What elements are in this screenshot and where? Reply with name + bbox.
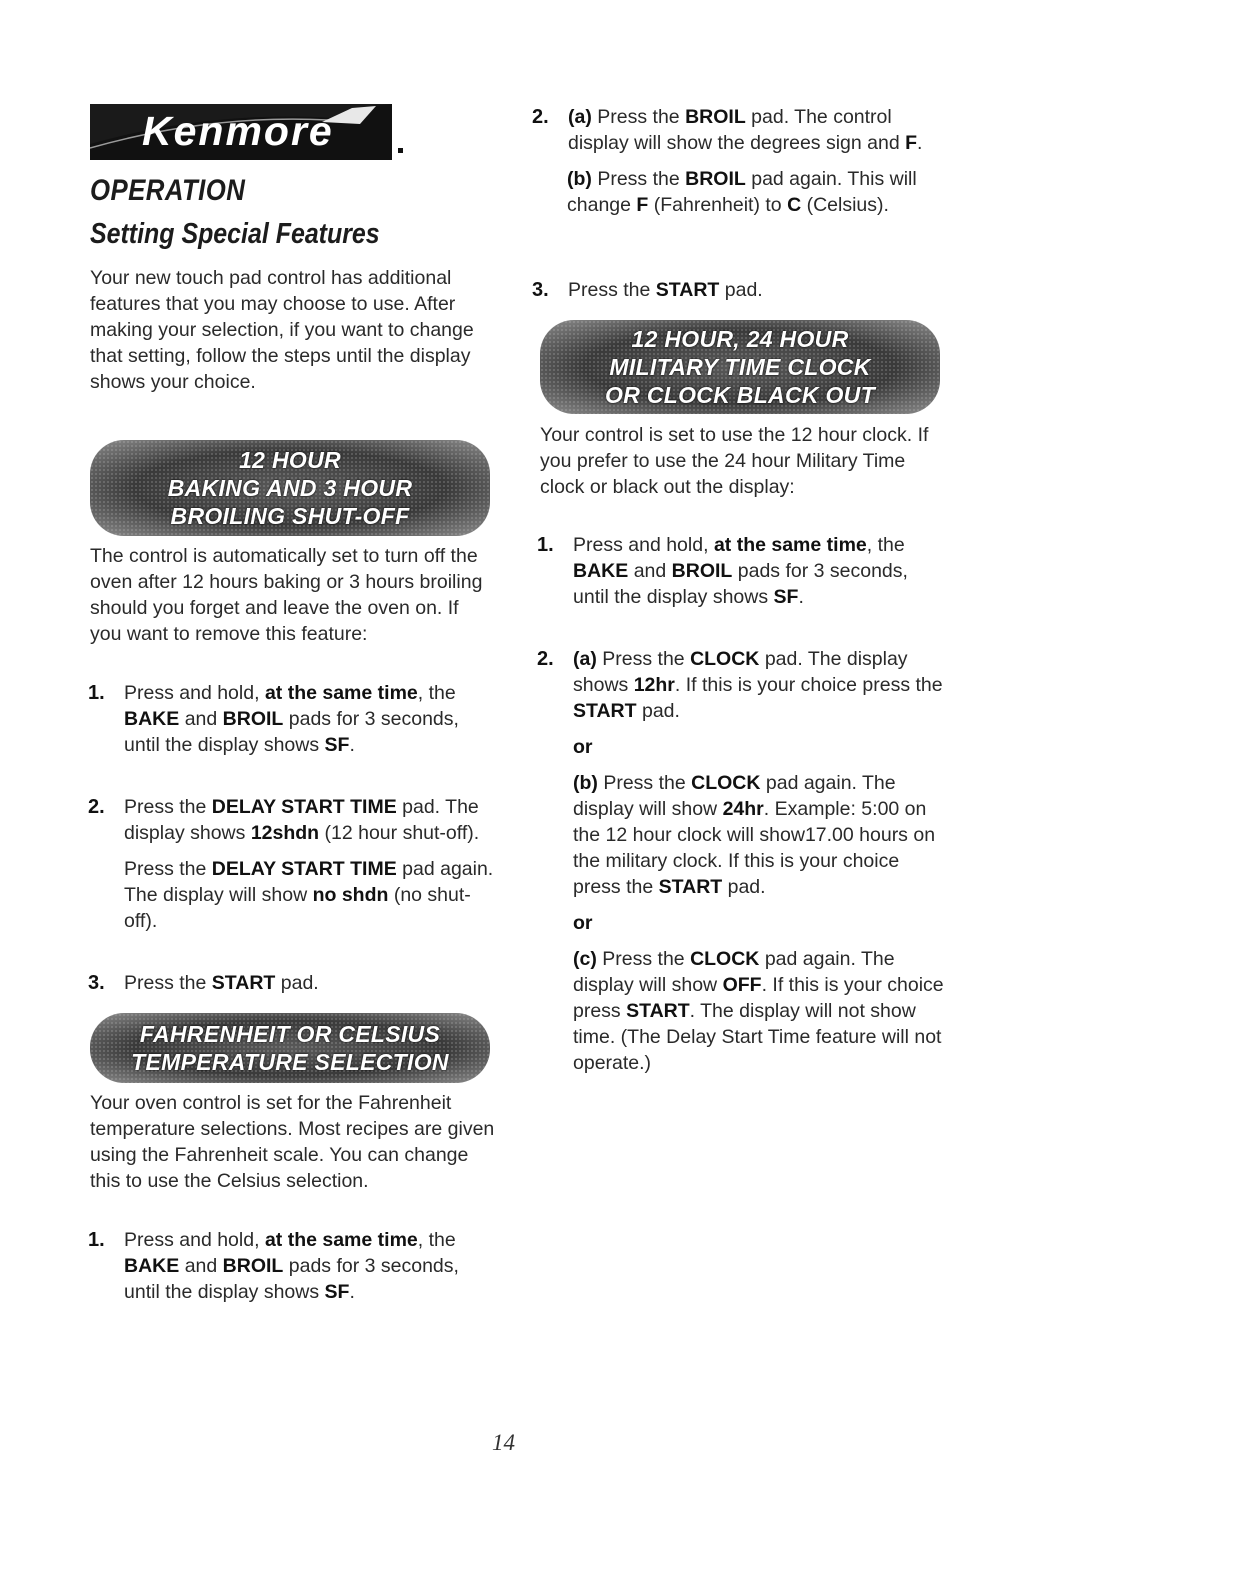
temperature-step-3 [532, 277, 948, 303]
display-value: 24hr [722, 798, 764, 820]
display-value: F [905, 132, 918, 154]
shutoff-body: The control is automatically set to turn off the oven after 12 hours baking or 3 hours broiling should you forget and leave the oven on. If you want to remove this feature: [90, 545, 483, 645]
delay-start-label: DELAY START TIME [211, 858, 397, 880]
step-text: Press and hold, [573, 534, 709, 556]
step-text: Press the [602, 948, 685, 970]
display-value: no shdn [312, 884, 389, 906]
display-value: SF [773, 586, 799, 608]
broil-pad-label: BROIL [685, 168, 746, 190]
or-separator: or [573, 912, 593, 934]
step-paragraph: (a) Press the BROIL pad. The control display will show the degrees sign and F. [568, 106, 923, 154]
display-value: F [636, 194, 649, 216]
step-number: 1. [537, 534, 554, 556]
substep-label: (a) [568, 106, 592, 128]
step-paragraph [573, 646, 948, 724]
step-text: Press the [568, 279, 651, 301]
step-number: 3. [88, 972, 105, 994]
step-text: Press the [124, 858, 207, 880]
shutoff-step-1: 1. Press and hold, at the same time, the BAKE and BROIL pads for 3 seconds, until the display shows SF. [88, 682, 459, 756]
step-text: (Fahrenheit) to [653, 194, 782, 216]
step-paragraph [567, 166, 948, 218]
step-number: 1. [88, 682, 105, 704]
broil-pad-label: BROIL [222, 708, 284, 730]
substep-label: (b) [567, 168, 592, 190]
step-number: 1. [88, 1229, 105, 1251]
page-title: OPERATION [90, 174, 246, 207]
step-text: and [184, 1255, 218, 1277]
registered-dot [398, 148, 403, 153]
step-text: pad. The display shows [124, 796, 479, 844]
shutoff-step-2 [88, 794, 499, 944]
clock-banner-line-3: OR CLOCK BLACK OUT [605, 382, 875, 408]
step-text: , the [866, 534, 905, 556]
display-value: 12hr [633, 674, 675, 696]
bake-pad-label: BAKE [124, 1255, 180, 1277]
page-subtitle: Setting Special Features [90, 218, 380, 250]
step-text: pad. [280, 972, 319, 994]
step-number: 3. [532, 279, 549, 301]
step-text: pads for 3 seconds, until the display shows [124, 708, 459, 756]
shutoff-banner-line-1: 12 HOUR [239, 447, 341, 473]
bake-pad-label: BAKE [573, 560, 629, 582]
step-text: pads for 3 seconds, until the display shows [573, 560, 908, 608]
shutoff-banner-line-2: BAKING AND 3 HOUR [167, 475, 413, 501]
temperature-step-1: 1. Press and hold, at the same time, the BAKE and BROIL pads for 3 seconds, until the display shows SF. [88, 1229, 459, 1303]
substep-label: (a) [573, 648, 597, 670]
step-text: Press the [603, 772, 686, 794]
step-text: Press the [597, 168, 680, 190]
step-text: . If this is your choice press the [674, 674, 943, 696]
start-pad-label: START [626, 1000, 690, 1022]
clock-banner-line-1: 12 HOUR, 24 HOUR [631, 326, 849, 352]
substep-label: (c) [573, 948, 597, 970]
clock-step-2 [537, 646, 948, 1086]
step-text: (12 hour shut-off). [324, 822, 480, 844]
start-pad-label: START [658, 876, 723, 898]
step-text: . The display will not show time. (The Delay Start Time feature will not operate.) [573, 1000, 942, 1074]
clock-body: Your control is set to use the 12 hour clock. If you prefer to use the 24 hour Military Time clock or black out the display: [540, 424, 929, 498]
step-text: pad again. The display will show [124, 858, 494, 906]
shutoff-banner [90, 440, 490, 536]
step-text: . If this is your choice press [573, 974, 944, 1022]
or-separator: or [573, 736, 593, 758]
broil-pad-label: BROIL [671, 560, 733, 582]
emphasis: at the same time [264, 682, 418, 704]
step-text: pads for 3 seconds, until the display shows [124, 1255, 459, 1303]
broil-pad-label: BROIL [222, 1255, 284, 1277]
step-number: 2. [537, 648, 554, 670]
temperature-body: Your oven control is set for the Fahrenheit temperature selections. Most recipes are given using the Fahrenheit scale. You can change this to use the Celsius selection. [90, 1092, 495, 1192]
substep-label: (b) [573, 772, 598, 794]
intro-paragraph: Your new touch pad control has additional features that you may choose to use. After making your selection, if you want to change that setting, follow the steps until the display shows your choice. [90, 267, 474, 393]
emphasis: at the same time [264, 1229, 418, 1251]
page-number: 14 [492, 1430, 515, 1455]
shutoff-step-3 [88, 970, 499, 996]
step-text: pad again. The display will show [573, 948, 895, 996]
step-text: (no shut-off). [124, 884, 471, 932]
emphasis: at the same time [713, 534, 867, 556]
display-value: 12shdn [250, 822, 320, 844]
clock-pad-label: CLOCK [690, 648, 760, 670]
broil-pad-label: BROIL [685, 106, 746, 128]
delay-start-label: DELAY START TIME [211, 796, 397, 818]
step-text: and [184, 708, 218, 730]
step-text: Press and hold, [124, 682, 260, 704]
clock-step-1: 1. Press and hold, at the same time, the BAKE and BROIL pads for 3 seconds, until the display shows SF. [537, 534, 908, 608]
step-paragraph [124, 856, 499, 934]
temperature-banner [90, 1013, 490, 1083]
clock-banner [540, 320, 940, 414]
step-number: 2. [88, 796, 105, 818]
clock-banner-line-2: MILITARY TIME CLOCK [609, 354, 871, 380]
step-text: Press and hold, [124, 1229, 260, 1251]
display-value: C [787, 194, 802, 216]
display-value: OFF [722, 974, 762, 996]
step-text: pad again. This will change [567, 168, 917, 216]
step-text: and [633, 560, 667, 582]
step-text: Press the [602, 648, 685, 670]
step-text: pad. [727, 876, 766, 898]
step-text: pad. The control display will show the degrees sign and [568, 106, 900, 154]
step-text: Press the [597, 106, 680, 128]
clock-pad-label: CLOCK [690, 948, 760, 970]
step-text: . Example: 5:00 on the 12 hour clock will show17.00 hours on the military clock. If this is your choice press the [573, 798, 936, 898]
step-paragraph [573, 770, 948, 900]
step-text: , the [417, 1229, 456, 1251]
start-pad-label: START [573, 700, 637, 722]
display-value: SF [324, 734, 350, 756]
clock-pad-label: CLOCK [691, 772, 761, 794]
step-text: pad again. The display will show [573, 772, 896, 820]
step-text: pad. The display shows [573, 648, 908, 696]
temperature-banner-line-2: TEMPERATURE SELECTION [131, 1049, 449, 1075]
temperature-banner-line-1: FAHRENHEIT OR CELSIUS [139, 1021, 441, 1047]
temperature-step-2 [532, 104, 948, 228]
step-paragraph [124, 794, 499, 846]
step-number: 2. [532, 106, 549, 128]
start-pad-label: START [655, 279, 720, 301]
step-text: (Celsius). [806, 194, 889, 216]
step-text: pad. [641, 700, 680, 722]
step-text: Press the [124, 796, 207, 818]
step-paragraph [573, 946, 948, 1076]
kenmore-logo [90, 104, 392, 160]
step-text: , the [417, 682, 456, 704]
brand-name: Kenmore [142, 108, 334, 154]
step-text: Press the [124, 972, 207, 994]
start-pad-label: START [211, 972, 276, 994]
bake-pad-label: BAKE [124, 708, 180, 730]
display-value: SF [324, 1281, 350, 1303]
shutoff-banner-line-3: BROILING SHUT-OFF [170, 503, 410, 529]
step-text: pad. [724, 279, 763, 301]
